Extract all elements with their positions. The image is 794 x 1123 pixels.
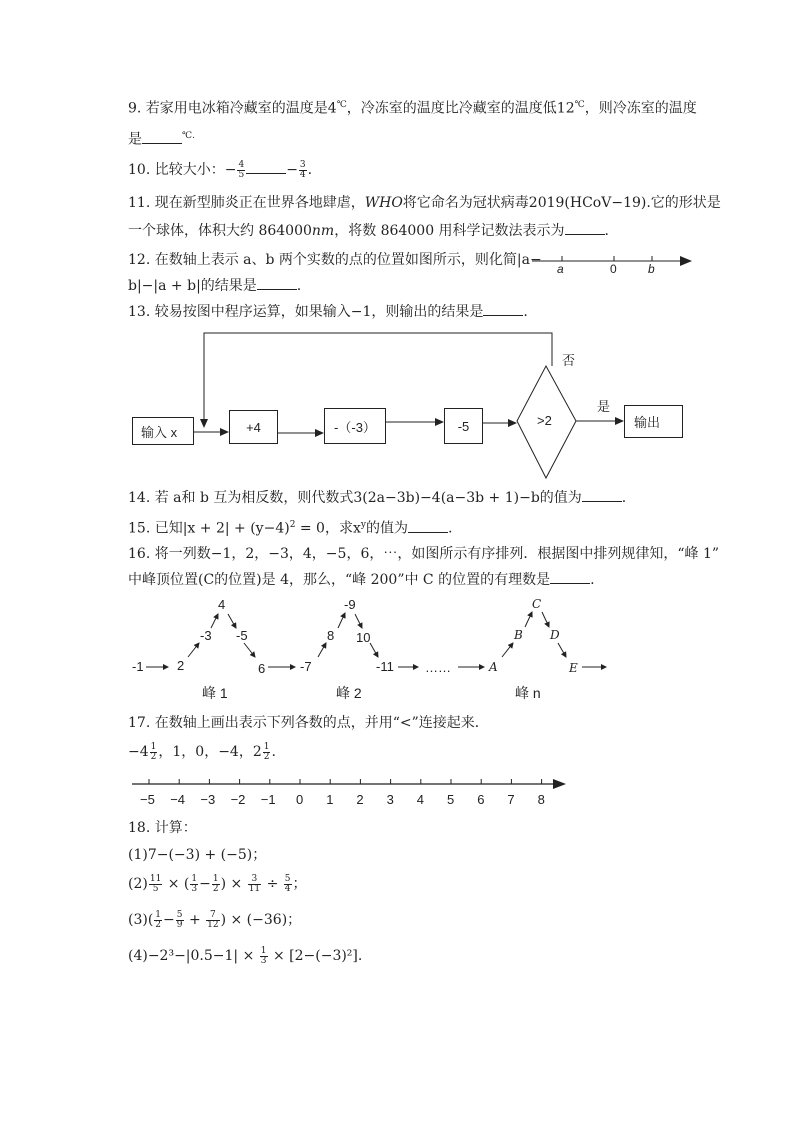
question-14: 14. 若 a和 b 互为相反数，则代数式3(2a−3b)−4(a−3b + 1)−b的值为 . [128, 490, 627, 506]
peakn-label-a: A [489, 660, 498, 674]
fraction: $\frac{1}{2}$ [263, 741, 270, 762]
peak1-value: 2 [177, 658, 185, 673]
peak2-value: 8 [327, 628, 335, 643]
peakn-label-e: E [569, 661, 578, 675]
caption-peak-2: 峰 2 [336, 685, 362, 701]
caption-peak-1: 峰 1 [202, 685, 228, 701]
axis-label-zero: 0 [610, 262, 617, 276]
flow-subtract-5-box: -5 [444, 408, 483, 444]
caption-peak-n: 峰 n [515, 685, 541, 701]
question-18-part-2: (2) $\frac{11}{5}$ × ( $\frac{1}{3}$ − $\frac{1}{2}$ ) × $\frac{3}{11}$ ÷ $\frac{5}{4}$ ； [128, 873, 307, 894]
fraction: $\frac{3}{4}$ [299, 159, 306, 180]
axis-tick-label: −1 [260, 792, 276, 807]
question-12-line-1: 12. 在数轴上表示 a、b 两个实数的点的位置如图所示，则化简|a− [128, 252, 542, 268]
axis-tick-label: 7 [507, 792, 515, 807]
peak1-value: -5 [236, 628, 248, 643]
axis-tick-label: 1 [326, 792, 334, 807]
question-15: 15. 已知$|x + 2| + (y-4)^2 = 0$，求$x^y$的值为 . [128, 520, 453, 537]
question-18-part-4: (4)−2³−|0.5−1| × $\frac{1}{3}$ × [2−(−3)²]. [128, 945, 363, 966]
axis-tick-label: 2 [356, 792, 364, 807]
axis-label-b: b [648, 262, 655, 276]
axis-tick-label: 3 [386, 792, 394, 807]
question-17-numbers: −4 $\frac{1}{2}$ ，1，0，−4，2 $\frac{1}{2}$ . [128, 741, 276, 762]
question-17: 17. 在数轴上画出表示下列各数的点，并用“<”连接起来． [128, 715, 489, 731]
question-16-line-1: 16. 将一列数−1，2，−3，4，−5，6，⋯，如图所示有序排列．根据图中排列规律知，“峰 1” [128, 546, 720, 562]
question-18-part-1: (1)7−(−3) + (−5)； [128, 847, 267, 863]
question-9-line-1: 9. 若家用电冰箱冷藏室的温度是4℃，冷冻室的温度比冷藏室的温度低12℃，则冷冻室的温度 [128, 100, 697, 117]
flow-no-label: 否 [562, 353, 576, 368]
peak1-value: -1 [132, 659, 144, 674]
peak2-value: -11 [376, 659, 394, 674]
question-13: 13. 较易按图中程序运算，如果输入−1，则输出的结果是 . [128, 304, 528, 320]
flow-input-box: 输入 x [132, 417, 194, 445]
flow-condition-label: >2 [537, 413, 552, 428]
question-9-line-2: 是 ℃. [128, 131, 195, 148]
peak2-value: -7 [300, 659, 312, 674]
flow-subtract-neg3-box: -（-3） [324, 408, 386, 444]
axis-tick-label: −3 [200, 792, 216, 807]
flow-output-box: 输出 [624, 405, 683, 438]
question-12-line-2: b|−|a + b|的结果是 . [128, 278, 302, 294]
axis-tick-label: 4 [416, 792, 425, 807]
question-16-line-2: 中峰顶位置(C的位置)是 4，那么，“峰 200”中 C 的位置的有理数是 . [128, 572, 595, 588]
question-11-line-1: 11. 现在新型肺炎正在世界各地肆虐，WHO将它命名为冠状病毒2019(HCoV−19).它的形状是 [128, 195, 721, 211]
axis-tick-label: −4 [170, 792, 186, 807]
peak2-value: 10 [356, 630, 371, 645]
question-18-title: 18. 计算： [128, 820, 197, 836]
peakn-label-c: C [532, 597, 542, 611]
flow-yes-label: 是 [597, 399, 611, 414]
axis-label-a: a [557, 262, 564, 276]
axis-tick-label: 0 [296, 792, 304, 807]
question-18-part-3: (3)( $\frac{1}{2}$ − $\frac{5}{9}$ + $\frac{7}{12}$ ) × (−36)； [128, 909, 302, 930]
axis-tick-label: 6 [477, 792, 485, 807]
peakn-label-d: D [550, 628, 560, 642]
peak1-value: 4 [218, 597, 226, 612]
peak-ellipsis: …… [425, 660, 451, 675]
fraction: $\frac{1}{2}$ [150, 741, 157, 762]
axis-tick-label: −2 [230, 792, 246, 807]
fraction: $\frac{4}{5}$ [238, 159, 245, 180]
peak1-value: -3 [200, 628, 212, 643]
question-10: 10. 比较大小：− $\frac{4}{5}$ − $\frac{3}{4}$ . [128, 159, 313, 180]
peak1-value: 6 [258, 661, 266, 676]
peak2-value: -9 [344, 597, 356, 612]
axis-tick-label: 5 [447, 792, 455, 807]
peakn-label-b: B [514, 628, 523, 642]
question-11-line-2: 一个球体，体积大约 864000nm，将数 864000 用科学记数法表示为 . [128, 223, 609, 239]
axis-tick-label: 8 [537, 792, 545, 807]
arrow-right-icon [553, 779, 566, 789]
axis-tick-label: −5 [140, 792, 155, 807]
flow-add-4-box: +4 [229, 410, 278, 444]
